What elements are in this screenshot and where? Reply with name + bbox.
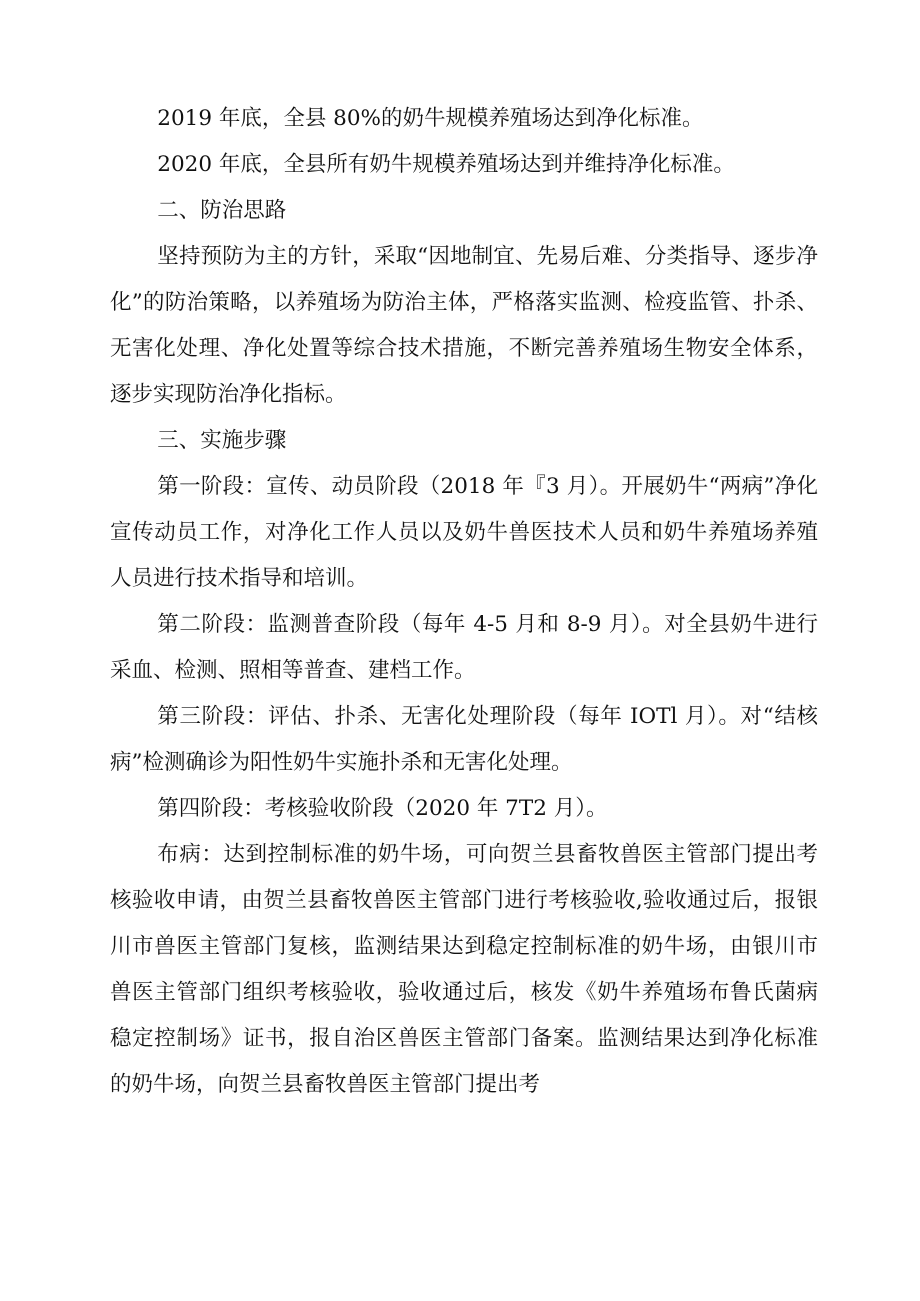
paragraph-brucellosis-acceptance: 布病：达到控制标准的奶牛场，可向贺兰县畜牧兽医主管部门提出考核验收申请，由贺兰县畜牧兽医主管部门进行考核验收,验收通过后，报银川市兽医主管部门复核，监测结果达到稳定控制标准的奶牛场，由银川市兽医主管部门组织考核验收，验收通过后，核发《奶牛养殖场布鲁氏菌病稳定控制场》证书，报自治区兽医主管部门备案。监测结果达到净化标准的奶牛场，向贺兰县畜牧兽医主管部门提出考	[110, 842, 818, 1097]
paragraph-stage-two: 第二阶段：监测普查阶段（每年 4-5 月和 8-9 月）。对全县奶牛进行采血、检测、照相等普查、建档工作。	[110, 612, 818, 683]
document-page	[110, 96, 818, 1108]
paragraph-prevention-approach: 坚持预防为主的方针，采取“因地制宜、先易后难、分类指导、逐步净化”的防治策略，以养殖场为防治主体，严格落实监测、检疫监管、扑杀、无害化处理、净化处置等综合技术措施，不断完善养殖场生物安全体系，逐步实现防治净化指标。	[110, 244, 818, 407]
section-heading-prevention-approach: 二、防治思路	[157, 198, 287, 223]
paragraph-2019-target: 2019 年底，全县 80%的奶牛规模养殖场达到净化标准。	[157, 106, 704, 131]
paragraph-stage-one: 第一阶段：宣传、动员阶段（2018 年『3 月）。开展奶牛“两病”净化宣传动员工作，对净化工作人员以及奶牛兽医技术人员和奶牛养殖场养殖人员进行技术指导和培训。	[110, 474, 818, 591]
paragraph-2020-target: 2020 年底，全县所有奶牛规模养殖场达到并维持净化标准。	[157, 152, 735, 177]
section-heading-implementation-steps: 三、实施步骤	[157, 428, 287, 453]
paragraph-stage-four: 第四阶段：考核验收阶段（2020 年 7T2 月）。	[157, 796, 608, 821]
paragraph-stage-three: 第三阶段：评估、扑杀、无害化处理阶段（每年 IOTl 月）。对“结核病”检测确诊为阳性奶牛实施扑杀和无害化处理。	[110, 704, 818, 775]
